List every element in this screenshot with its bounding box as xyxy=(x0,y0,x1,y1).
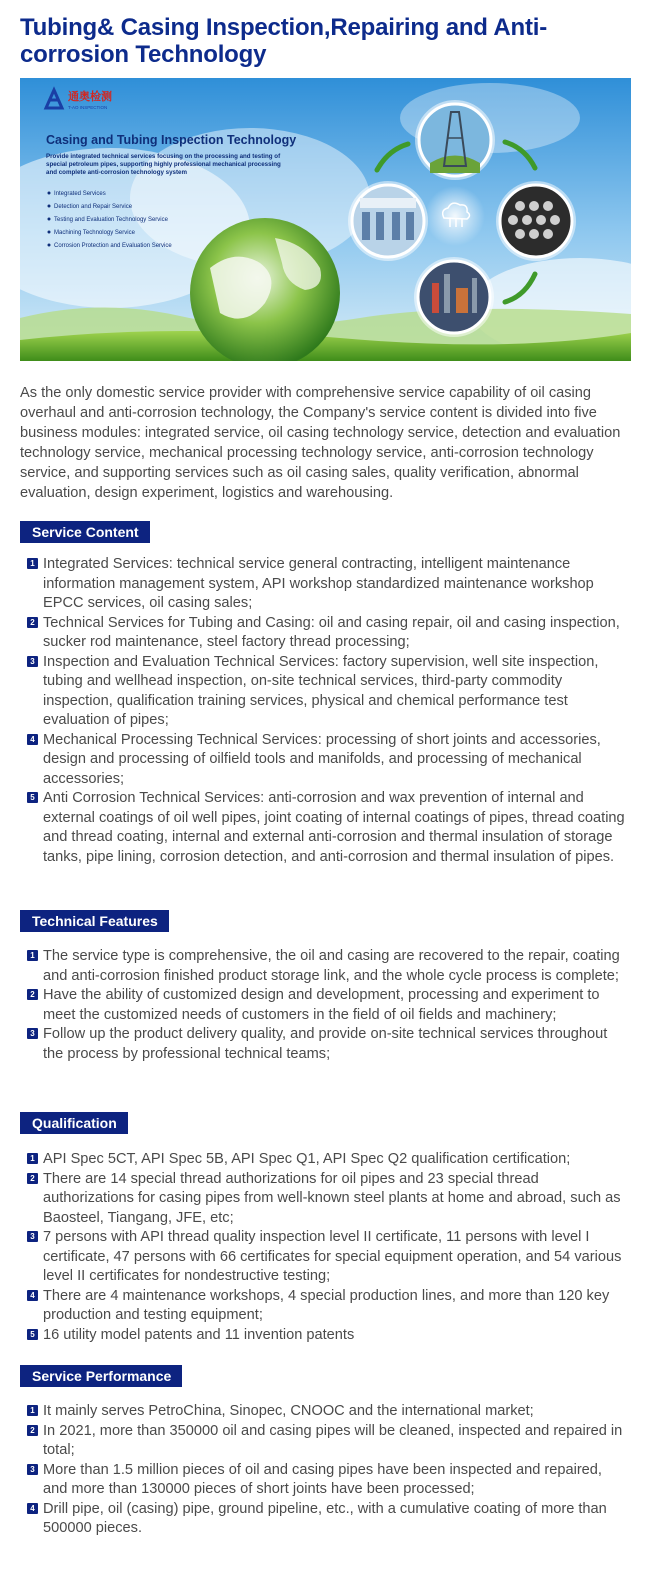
list-item xyxy=(20,986,630,1025)
list-item xyxy=(20,1461,630,1500)
list-item-text: 7 persons with API thread quality inspection level II certificate, 11 persons with level I certificate, 47 persons with 66 certificates for special equipment operation, and 54 various level II certificates for nondestructive testing; xyxy=(43,1229,622,1284)
section-title-service-content: Service Content xyxy=(20,521,150,543)
list-item xyxy=(20,1025,630,1064)
number-badge: 4 xyxy=(27,734,38,745)
section-title-service-performance: Service Performance xyxy=(20,1365,182,1387)
number-badge: 3 xyxy=(27,656,38,667)
list-item-text: There are 14 special thread authorizations for oil pipes and 23 special thread authorizations for casing pipes from well-known steel plants at home and abroad, such as Baosteel, Tiangang, JFE, etc; xyxy=(43,1170,621,1226)
list-item xyxy=(20,1326,630,1346)
list-item xyxy=(20,653,630,731)
list-item xyxy=(20,614,630,653)
list-item-text: Inspection and Evaluation Technical Services: factory supervision, well site inspection, tubing and wellhead inspection, on-site technical services, third-party commodity inspection, qualification training services, physical and chemical performance test evaluation of pipes; xyxy=(43,653,599,728)
list-item-text: More than 1.5 million pieces of oil and casing pipes have been inspected and repaired, and more than 130000 pieces of short joints have been processed; xyxy=(43,1461,602,1497)
number-badge: 5 xyxy=(27,792,38,803)
number-badge: 5 xyxy=(27,1329,38,1340)
banner-heading: Casing and Tubing Inspection Technology xyxy=(46,133,297,147)
list-item-text: There are 4 maintenance workshops, 4 special production lines, and more than 120 key production and testing equipment; xyxy=(43,1287,610,1323)
list-item-text: The service type is comprehensive, the oil and casing are recovered to the repair, coating and anti-corrosion finished product storage link, and the whole cycle process is complete; xyxy=(43,948,620,984)
list-item-text: Technical Services for Tubing and Casing: oil and casing repair, oil and casing inspection, sucker rod maintenance, steel factory thread processing; xyxy=(43,614,620,650)
technical-features-list xyxy=(20,947,630,1064)
logo-text: 通奥检测 xyxy=(68,91,112,103)
list-item xyxy=(20,1402,630,1422)
number-badge: 4 xyxy=(27,1503,38,1514)
number-badge: 4 xyxy=(27,1290,38,1301)
service-performance-list xyxy=(20,1402,630,1539)
banner-desc-line: Provide integrated technical services focusing on the processing and testing of xyxy=(46,153,281,160)
list-item-text: API Spec 5CT, API Spec 5B, API Spec Q1, API Spec Q2 qualification certification; xyxy=(43,1151,571,1167)
photo-oil-rig-icon xyxy=(415,100,495,180)
intro-paragraph: As the only domestic service provider with comprehensive service capability of oil casing overhaul and anti-corrosion technology, the Company's service content is divided into five business modules: integrated service, oil casing technology service, detection and evaluation technology service, mechanical processing technology service, anti-corrosion technology service, and supporting services such as oil casing sales, quality verification, abnormal evaluation, design experiment, logistics and warehousing. xyxy=(20,385,621,501)
photo-factory-interior-icon xyxy=(348,181,428,261)
banner-desc-line: and complete anti-corrosion technology system xyxy=(46,169,187,176)
list-item-text: In 2021, more than 350000 oil and casing pipes will be cleaned, inspected and repaired in total; xyxy=(43,1422,623,1458)
number-badge: 2 xyxy=(27,617,38,628)
number-badge: 1 xyxy=(27,1405,38,1416)
number-badge: 2 xyxy=(27,989,38,1000)
banner-bullet: Corrosion Protection and Evaluation Service xyxy=(54,243,172,249)
list-item-text: Drill pipe, oil (casing) pipe, ground pipeline, etc., with a cumulative coating of more than 500000 pieces. xyxy=(43,1500,607,1536)
list-item xyxy=(20,1170,630,1229)
number-badge: 2 xyxy=(27,1425,38,1436)
banner-image xyxy=(20,78,631,361)
number-badge: 3 xyxy=(27,1028,38,1039)
list-item xyxy=(20,555,630,614)
number-badge: 3 xyxy=(27,1464,38,1475)
list-item-text: It mainly serves PetroChina, Sinopec, CNOOC and the international market; xyxy=(43,1403,534,1419)
logo-subtext: T-AO INSPECTION xyxy=(68,105,108,110)
list-item xyxy=(20,1422,630,1461)
list-item xyxy=(20,1228,630,1287)
list-item-text: Follow up the product delivery quality, and provide on-site technical services throughout the process by professional technical teams; xyxy=(43,1026,608,1062)
list-item-text: Integrated Services: technical service general contracting, intelligent maintenance information management system, API workshop standardized maintenance workshop EPCC services, oil casing sales; xyxy=(43,556,594,611)
list-item xyxy=(20,1150,630,1170)
service-content-list xyxy=(20,555,630,867)
list-item-text: Have the ability of customized design and development, processing and experiment to meet the customized needs of customers in the field of oil fields and machinery; xyxy=(43,987,600,1023)
list-item-text: Anti Corrosion Technical Services: anti-corrosion and wax prevention of internal and external coatings of oil well pipes, joint coating of internal coatings of pipes, thread coating and thread coating, internal and external anti-corrosion and thermal insulation of storage tanks, pipe lining, corrosion detection, and anti-corrosion and thermal insulation of pipes. xyxy=(43,790,625,865)
number-badge: 3 xyxy=(27,1231,38,1242)
section-title-technical-features: Technical Features xyxy=(20,910,169,932)
list-item xyxy=(20,1287,630,1326)
number-badge: 1 xyxy=(27,950,38,961)
list-item xyxy=(20,731,630,790)
section-title-qualification: Qualification xyxy=(20,1112,128,1134)
list-item xyxy=(20,1500,630,1539)
page-title: Tubing& Casing Inspection,Repairing and Anti-corrosion Technology xyxy=(20,14,547,68)
list-item xyxy=(20,789,630,867)
photo-refinery-icon xyxy=(414,257,494,337)
list-item-text: Mechanical Processing Technical Services: processing of short joints and accessories, design and processing of oilfield tools and manifolds, and processing of mechanical accessories; xyxy=(43,731,601,787)
list-item-text: 16 utility model patents and 11 invention patents xyxy=(43,1326,355,1343)
number-badge: 1 xyxy=(27,558,38,569)
photo-pipe-stack-icon xyxy=(496,181,576,261)
number-badge: 2 xyxy=(27,1173,38,1184)
banner-bullet: Integrated Services xyxy=(54,191,106,197)
list-item xyxy=(20,947,630,986)
banner-bullet: Machining Technology Service xyxy=(54,230,135,236)
qualification-list xyxy=(20,1150,630,1345)
banner-bullet: Testing and Evaluation Technology Service xyxy=(54,217,168,223)
banner-desc-line: special petroleum pipes, supporting highly professional mechanical processing xyxy=(46,161,281,168)
banner-bullet: Detection and Repair Service xyxy=(54,204,133,210)
number-badge: 1 xyxy=(27,1153,38,1164)
